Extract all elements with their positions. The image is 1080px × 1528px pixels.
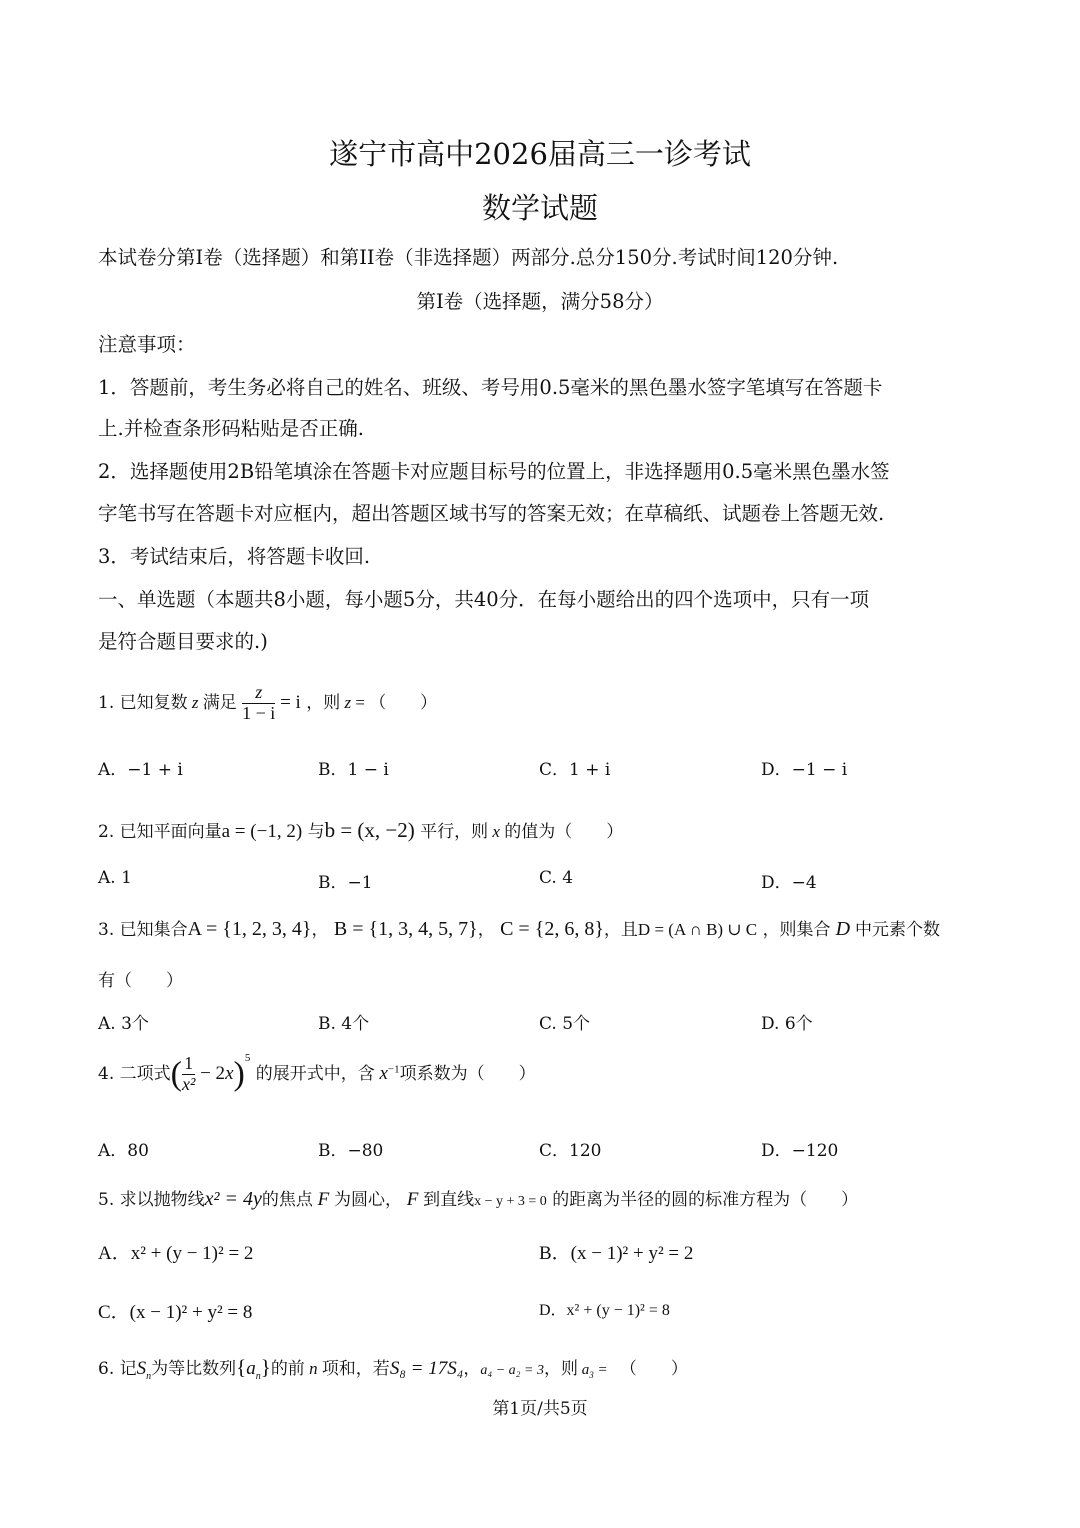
q4-prefix: 4. 二项式 [98,1064,171,1084]
q6-mid2: 的前 [270,1359,305,1379]
page-footer: 第1页/共5页 [492,1399,588,1419]
q4-option-c: C．120 [539,1141,602,1161]
q1-fraction: $\frac{z}{1 - i}$ [242,682,276,723]
q4-option-d: D．−120 [761,1141,839,1161]
q3-set-a: A = {1, 2, 3, 4} [187,918,312,940]
q6-prefix: 6. 记 [98,1359,137,1379]
q1-option-d: D．−1 − i [761,760,848,780]
q6-end: （ ） [628,1359,688,1379]
q6-condition-2: a₄ − a₂ = 3 [480,1363,544,1378]
q4-option-a: A．80 [98,1141,149,1161]
q4-suffix: 的展开式中，含 [255,1064,375,1084]
q1-prefix: 1. 已知复数 [98,692,188,713]
q2-option-b: B．−1 [318,873,373,893]
q5-prefix: 5. 求以抛物线 [98,1190,205,1210]
q3-set-d: D = (A ∩ B) ∪ C [637,920,758,939]
question-6: 6. 记$S_n$为等比数列$\{a_n\}$的前 n 项和，若S₈ = 17S₄，a₄ − a₂ = 3，则 $a_3$ = （ ） [98,1355,688,1382]
q1-end: （ ） [369,692,438,713]
q2-suffix: 平行，则 [420,822,489,842]
notes-heading: 注意事项： [98,333,196,356]
q4-end: 项系数为（ ） [399,1064,536,1084]
q2-prefix: 2. 已知平面向量 [98,822,222,842]
q4-option-b: B．−80 [318,1141,384,1161]
q6-mid3: 项和，若 [321,1359,390,1379]
q5-parabola: x² = 4y [204,1188,262,1210]
q6-suffix: ，则 [544,1359,578,1379]
question-4: 4. 二项式( $\frac{1}{\text{x²}}$ − 2x)$^5$ 的展开式中，含 $x^{-1}$项系数为（ ） [98,1052,536,1094]
q2-option-c: C. 4 [539,868,574,888]
note-3: 3．考试结束后，将答题卡收回. [98,545,371,568]
part1-heading-b: 是符合题目要求的.) [98,630,268,653]
question-3: 3. 已知集合A = {1, 2, 3, 4}， B = {1, 3, 4, 5, 7}， C = {2, 6, 8}，且D = (A ∩ B) ∪ C ，则集合 D 中元素个数 [98,918,941,940]
q2-option-a: A. 1 [98,868,132,888]
q3-set-b: B = {1, 3, 4, 5, 7} [333,918,478,940]
q1-option-a: A．−1 + i [98,760,183,780]
q2-mid: 与 [307,822,325,842]
question-1: 1. 已知复数 z 满足 $\frac{z}{1 - i}$ = i ，则 z = （ ） [98,682,438,723]
q3-line2: 有（ ） [98,971,183,991]
q1-suffix: ，则 [306,692,341,713]
q1-option-c: C．1 + i [539,760,611,780]
q5-option-b: B．(x − 1)² + y² = 2 [539,1243,694,1264]
note-2-line-b: 字笔书写在答题卡对应框内，超出答题区域书写的答案无效；在草稿纸、试题卷上答题无效. [98,502,885,525]
q3-option-d: D. 6个 [761,1014,813,1034]
q3-set-c: C = {2, 6, 8} [500,918,604,940]
section-title: 第Ⅰ卷（选择题，满分58分） [416,290,664,313]
q3-option-b: B. 4个 [318,1014,370,1034]
note-1-line-a: 1．答题前，考生务必将自己的姓名、班级、考号用0.5毫米的黑色墨水签字笔填写在答题卡 [98,376,883,399]
part1-heading-a: 一、单选题（本题共8小题，每小题5分，共40分．在每小题给出的四个选项中，只有一项 [98,588,870,611]
q4-fraction: $\frac{1}{\text{x²}}$ [181,1053,196,1094]
intro-line: 本试卷分第I卷（选择题）和第II卷（非选择题）两部分.总分150分.考试时间120分钟. [98,246,839,269]
q6-mid: 为等比数列 [151,1359,237,1379]
q5-mid: 的焦点 [261,1190,313,1210]
q2-option-d: D．−4 [761,873,817,893]
q3-option-a: A. 3个 [98,1014,149,1034]
q5-option-d: D．x² + (y − 1)² = 8 [539,1302,670,1319]
exam-subtitle: 数学试题 [481,191,598,225]
q1-mid: 满足 [202,692,237,713]
q2-vector-b: b = (x, −2) [324,818,415,842]
exam-title: 遂宁市高中2026届高三一诊考试 [329,137,751,171]
note-1-line-b: 上.并检查条形码粘贴是否正确. [98,417,364,440]
q5-option-a: A．x² + (y − 1)² = 2 [98,1243,254,1264]
q2-vector-a: a = (−1, 2) [221,821,303,842]
q3-mid: ，且 [603,920,638,940]
note-2-line-a: 2．选择题使用2B铅笔填涂在答题卡对应题目标号的位置上，非选择题用0.5毫米黑色墨水签 [98,460,890,483]
q5-mid3: 到直线 [423,1190,475,1210]
question-5: 5. 求以抛物线x² = 4y的焦点 F 为圆心， F 到直线x − y + 3 = 0 的距离为半径的圆的标准方程为（ ） [98,1188,859,1210]
q2-end: 的值为（ ） [504,822,624,842]
q3-suffix: ，则集合 [762,920,831,940]
q5-mid2: 为圆心， [333,1190,402,1210]
q1-option-b: B．1 − i [318,760,389,780]
q5-option-c: C．(x − 1)² + y² = 8 [98,1302,253,1323]
q6-condition-1: S₈ = 17S₄ [389,1358,464,1379]
question-2: 2. 已知平面向量a = (−1, 2) 与b = (x, −2) 平行，则 x 的值为（ ） [98,818,624,842]
q3-end: 中元素个数 [855,920,941,940]
q5-end: 的距离为半径的圆的标准方程为（ ） [552,1190,859,1210]
q3-prefix: 3. 已知集合 [98,920,188,940]
q5-line: x − y + 3 = 0 [474,1194,547,1209]
q3-option-c: C. 5个 [539,1014,591,1034]
